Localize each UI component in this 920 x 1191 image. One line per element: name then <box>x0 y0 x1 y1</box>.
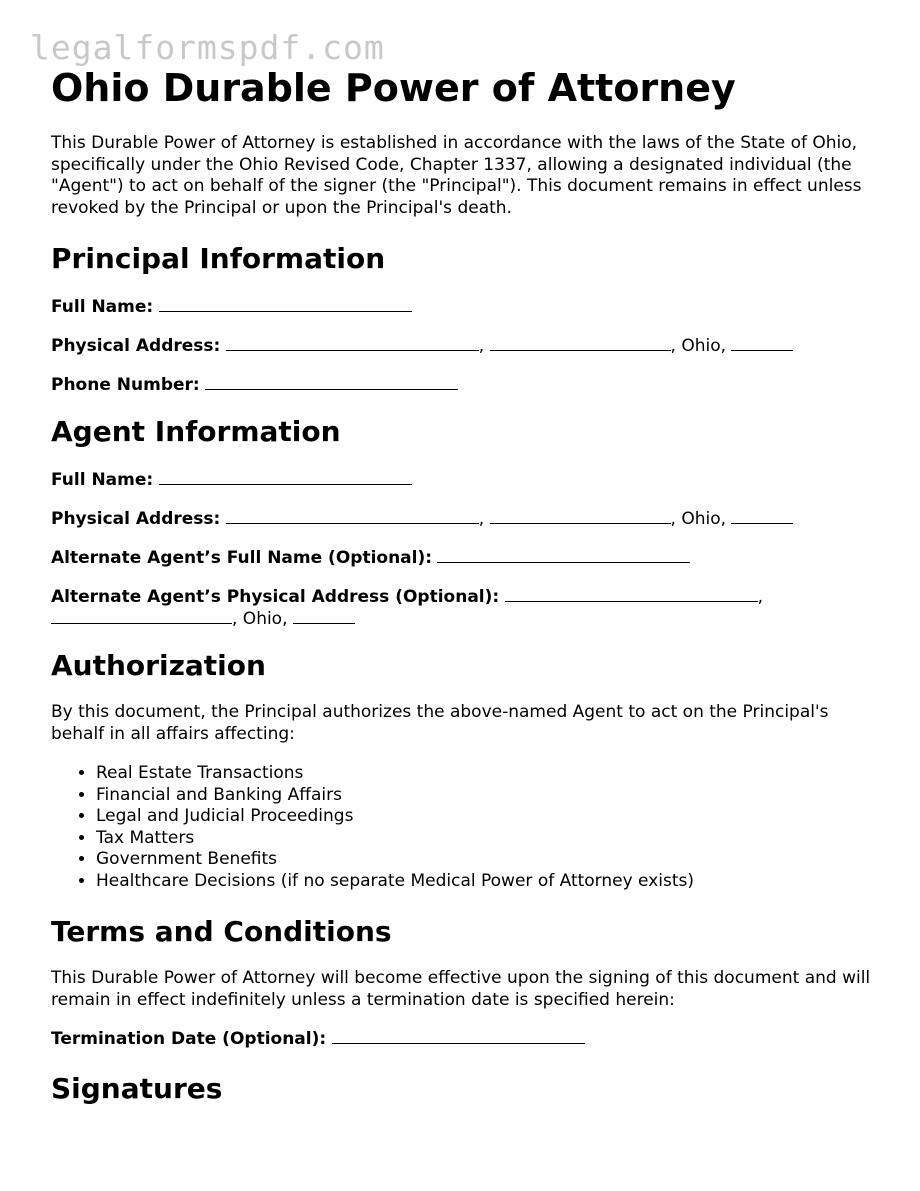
alternate-agent-state-text: , Ohio, <box>232 609 288 629</box>
termination-date-label: Termination Date (Optional): <box>51 1029 327 1049</box>
agent-zip-blank[interactable] <box>731 509 793 524</box>
authorization-item: • Financial and Banking Affairs <box>96 785 871 807</box>
principal-address-label: Physical Address: <box>51 336 221 356</box>
agent-full-name-label: Full Name: <box>51 470 154 490</box>
agent-city-blank[interactable] <box>490 509 671 524</box>
authorization-heading: Authorization <box>51 649 266 682</box>
principal-full-name-field <box>51 296 871 318</box>
principal-city-blank[interactable] <box>490 336 671 351</box>
alternate-agent-name-blank[interactable] <box>437 548 690 563</box>
authorization-item: • Healthcare Decisions (if no separate Medical Power of Attorney exists) <box>96 871 871 893</box>
principal-street-blank[interactable] <box>226 336 479 351</box>
authorization-item: • Legal and Judicial Proceedings <box>96 806 871 828</box>
agent-full-name-blank[interactable] <box>159 470 412 485</box>
agent-address-label: Physical Address: <box>51 509 221 529</box>
principal-state-text: , Ohio, <box>670 336 727 356</box>
terms-heading: Terms and Conditions <box>51 915 392 948</box>
alternate-agent-name-field <box>51 547 871 569</box>
agent-heading: Agent Information <box>51 415 341 448</box>
authorization-item: • Government Benefits <box>96 849 871 871</box>
principal-zip-blank[interactable] <box>731 336 793 351</box>
termination-date-blank[interactable] <box>332 1029 585 1044</box>
principal-phone-field <box>51 374 871 396</box>
alternate-agent-address-field: Alternate Agent’s Physical Address (Optional): , , Ohio, <box>51 587 764 629</box>
agent-state-text: , Ohio, <box>670 509 727 529</box>
intro-paragraph: This Durable Power of Attorney is established in accordance with the laws of the State of Ohio, specifically under the Ohio Revised Code, Chapter 1337, allowing a designated individual (the "Agent") to act on behalf of the signer (the "Principal"). This document remains in effect unless revoked by the Principal or upon the Principal's death. <box>51 133 862 218</box>
principal-heading: Principal Information <box>51 242 386 275</box>
principal-address-field: Physical Address: , , Ohio, <box>51 335 871 357</box>
alternate-agent-address-label: Alternate Agent’s Physical Address (Optional): <box>51 587 500 607</box>
terms-text: This Durable Power of Attorney will become effective upon the signing of this document and will remain in effect indefinitely unless a termination date is specified herein: <box>51 968 871 1010</box>
termination-date-field <box>51 1028 871 1050</box>
authorization-item: • Tax Matters <box>96 828 871 850</box>
principal-full-name-label: Full Name: <box>51 297 154 317</box>
agent-full-name-field <box>51 469 871 491</box>
watermark: legalformspdf.com <box>30 28 385 67</box>
agent-street-blank[interactable] <box>226 509 479 524</box>
principal-phone-blank[interactable] <box>205 375 458 390</box>
alternate-agent-zip-blank[interactable] <box>293 609 355 624</box>
authorization-text: By this document, the Principal authorizes the above-named Agent to act on the Principal's behalf in all affairs affecting: <box>51 702 829 744</box>
authorization-list <box>51 763 871 892</box>
principal-full-name-blank[interactable] <box>159 297 412 312</box>
document-page <box>51 64 871 1107</box>
alternate-agent-street-blank[interactable] <box>505 587 758 602</box>
alternate-agent-name-label: Alternate Agent’s Full Name (Optional): <box>51 548 433 568</box>
principal-phone-label: Phone Number: <box>51 375 200 395</box>
authorization-item: • Real Estate Transactions <box>96 763 871 785</box>
signatures-heading: Signatures <box>51 1072 223 1105</box>
alternate-agent-city-blank[interactable] <box>51 609 232 624</box>
page-title: Ohio Durable Power of Attorney <box>51 66 736 110</box>
agent-address-field: Physical Address: , , Ohio, <box>51 508 871 530</box>
